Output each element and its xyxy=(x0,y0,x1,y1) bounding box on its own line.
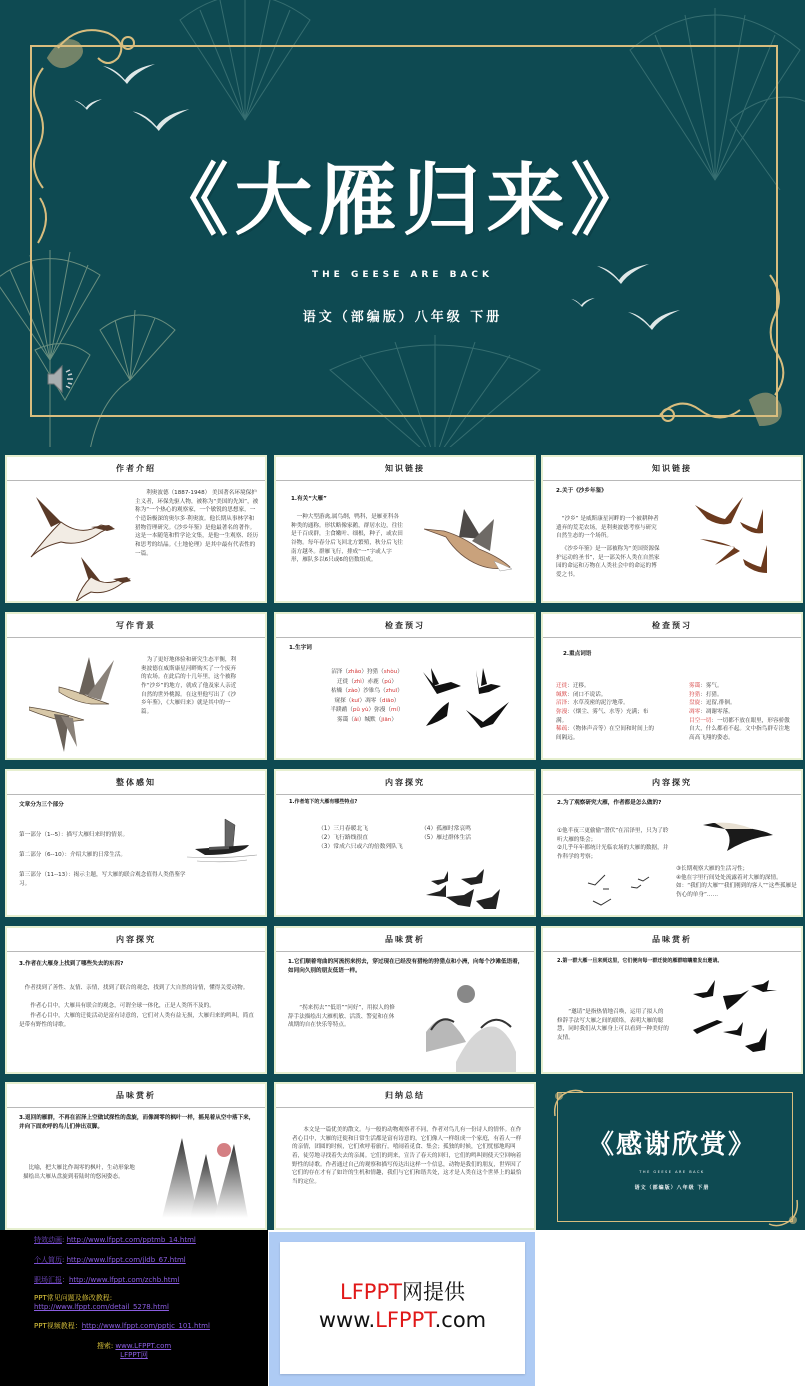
author-bio-text: 利奥波德（1887-1948） 美国著名环境保护主义者，环保先驱人物，被称为“美国的先知”，被称为“一个热心的观察家，一个敏锐的思想家，一个造诣极深的奥尔多·利奥波。他长期从事林学和猎物管理研究。《沙乡年鉴》是他最著名的著作。这是一本随笔和哲学论文集，是他一生观察、经历和思考的结晶。《土地伦理》是其中最有代表性的一篇。 xyxy=(135,490,259,557)
appreciation-text: “拐来拐去”“低语”“问好”，用拟人的修辞手法描绘出大雁机敏、活泼、警觉和在休战期的自在快乐等特点。 xyxy=(288,1005,395,1029)
search-link[interactable]: www.LFPPT.com xyxy=(115,1342,172,1350)
term-item: 迁徙：迁移。 xyxy=(556,683,590,689)
feature-item: （2）飞行路线很直 xyxy=(318,834,369,841)
term-item: 稀疏：（物体声音等）在空间和时间上的间隔远。 xyxy=(556,726,654,741)
link-row xyxy=(34,1236,196,1245)
section-heading: 2.关于《沙乡年鉴》 xyxy=(556,488,607,494)
vocab-row: 沼泽（zhǎo）狩猎（shòu） xyxy=(331,669,403,675)
faq-link[interactable]: http://www.lfppt.com/detail_5278.html xyxy=(34,1303,169,1312)
subtitle-chinese: 语文（部编版）八年级 下册 xyxy=(634,1185,710,1191)
term-item: 狩猎：打猎。 xyxy=(689,691,723,698)
summary-text: 本文是一篇优美的散文。与一般的动物观察者不同，作者对鸟儿有一份诗人的情怀。在作者心目中，大雁的迁徙和日常生活都是富有诗意的，它们像人一样组成一个家庭，有着人一样的亲情，团圆的时候，它们欢呼着旅行，嘻闹着觅食、集会；孤独的时候，它们忧郁地呜叫着，徒劳地寻找着失去的亲属。它们的到来，宣告了春天的回归，它们的鸣叫则使天空回响着野性的诗歌。作者通过自己的观察和描写传达出这样一个信息，动物是我们的朋友，世界因了它们的存在才有了如许的生机和情趣，我们与它们和谐共处，这才是人类在这个世界上的最恰当的定位。 xyxy=(292,1127,522,1185)
video-row xyxy=(34,1322,210,1331)
brand-line-1: LFPPT网提供 xyxy=(340,1280,465,1304)
site-name-link[interactable]: LFPPT网 xyxy=(120,1351,148,1360)
separator: : xyxy=(62,1256,67,1264)
slide-content-explore-2[interactable] xyxy=(541,769,803,917)
section-heading: 1.有关“大雁” xyxy=(291,496,327,502)
goose-description-text: 一种大型游禽,属鸟纲，鸭科，是雁亚科各种类的通称。形状略像家鹅，群居水边，往往是千百成群，主食嫩叶、细根，种子，或农田谷物。每年春分后飞回北方繁殖，秋分后飞往南方越冬。群雁飞行，排成“一”字或人字形，雁队多以6只或6的倍数组成。 xyxy=(291,514,403,564)
search-label: 搜索: xyxy=(96,1342,116,1350)
geese-flock-image xyxy=(426,869,511,913)
slide-title: 写作背景 xyxy=(7,614,265,638)
video-link[interactable]: http://www.lfppt.com/pptjc_101.html xyxy=(81,1322,210,1330)
slide-title: 内容探究 xyxy=(543,771,801,795)
part-2: 第二部分（6--10）：介绍大雁的日常生活。 xyxy=(19,852,127,858)
slide-summary[interactable] xyxy=(274,1082,536,1230)
term-item: 雾霭：雾气。 xyxy=(689,683,723,689)
link-label: 个人简历 xyxy=(34,1256,62,1264)
ink-peaks-image xyxy=(162,1138,252,1218)
ornament-corner-icon xyxy=(640,265,800,435)
vocab-list xyxy=(312,668,422,725)
brand-card[interactable] xyxy=(280,1242,525,1374)
slide-title: 归纳总结 xyxy=(276,1084,534,1108)
search-row xyxy=(0,1342,268,1360)
slide-preview-vocab[interactable] xyxy=(274,612,536,760)
feature-item: （1）三月春暖北飞 xyxy=(318,826,369,832)
term-item: 目空一切：一切都不放在眼里，形容骄傲自大，什么都看不起。文中指鸟群专注地高高飞翔的姿态。 xyxy=(689,717,790,741)
slide-author-intro[interactable] xyxy=(5,455,267,603)
section-heading: 3.作者在大雁身上找到了哪些失去的东西? xyxy=(19,961,124,967)
subtitle-english: THE GEESE ARE BACK xyxy=(312,270,493,280)
found-text-3: 作者心目中，大雁的迁徙活动是富有诗意的，它们对人类有益无损，大雁归来的鸣叫，简直是带有野性的诗歌。 xyxy=(19,1013,254,1028)
slide-title: 整体感知 xyxy=(7,771,265,795)
thanks-title: 《感谢欣赏》 xyxy=(587,1130,756,1160)
speaker-icon[interactable] xyxy=(46,362,76,396)
slide-title: 知识链接 xyxy=(276,457,534,481)
section-heading: 文章分为三个部分 xyxy=(19,802,64,808)
slide-appreciation-1[interactable] xyxy=(274,926,536,1074)
slide-content-explore-3[interactable] xyxy=(5,926,267,1074)
slide-knowledge-sand-county[interactable] xyxy=(541,455,803,603)
method-item: ②几乎年年都统计光临农场的大雁的数据，并作科学的考察； xyxy=(557,845,669,860)
slide-appreciation-2[interactable] xyxy=(541,926,803,1074)
slide-title: 检查预习 xyxy=(543,614,801,638)
section-heading: 1.作者笔下的大雁有哪些特点? xyxy=(289,799,358,805)
section-heading: 2.为了观察研究大雁，作者都是怎么做的? xyxy=(557,800,662,806)
terms-right xyxy=(689,682,791,743)
slide-preview-terms[interactable] xyxy=(541,612,803,760)
faq-label: PPT常见问题及修改教程: xyxy=(34,1294,113,1302)
link-label: 特效动画 xyxy=(34,1236,62,1244)
ad-panel xyxy=(0,1230,268,1386)
slide-content-explore-1[interactable] xyxy=(274,769,536,917)
sand-county-text-1: “沙乡” 是威斯康星河畔的一个被耕种者遗弃的荒芜农场，是利奥波德考察与研究自然生态的一个场所。 xyxy=(556,516,659,540)
feature-item: （3）常成六只或六的倍数列队飞 xyxy=(318,843,403,850)
features-left xyxy=(318,825,418,852)
found-text-1: 作者找到了善性、友情、亲情，找到了联合的观念，找到了大自然的诗情，懂得关爱动物。 xyxy=(24,985,249,991)
terms-left xyxy=(556,682,658,743)
method-item: ③长期观察大雁的生活习性； xyxy=(676,866,749,872)
slide-appreciation-3[interactable] xyxy=(5,1082,267,1230)
section-heading: 3.返回的雁群，不再在沼泽上空做试探性的盘旋，而像凋零的枫叶一样，摇晃着从空中落下来，并向下面欢呼的鸟儿们伸出双脚。 xyxy=(19,1115,255,1130)
term-item: 弥漫：（烟尘、雾气、水等）充满；布满。 xyxy=(556,708,649,724)
method-item: ①他半夜三更偷偷“潜伏”在沼泽里，只为了聆听大雁的集会； xyxy=(557,828,669,843)
link-row xyxy=(34,1256,186,1265)
slide-title: 内容探究 xyxy=(7,928,265,952)
main-title: 《大雁归来》 xyxy=(150,156,655,246)
resume-link[interactable]: http://www.lfppt.com/jldb_67.html xyxy=(66,1256,186,1264)
faq-row xyxy=(34,1294,169,1312)
video-label: PPT视频教程： xyxy=(34,1322,82,1330)
found-text-2: 作者心目中，大雁具有联合的观念，可谓全球一体化，正是人类所不及的。 xyxy=(30,1003,215,1009)
goose-image xyxy=(424,509,514,579)
part-1: 第一部分（1--5）：描写大雁归来时的情景。 xyxy=(19,832,129,838)
geese-image xyxy=(21,487,131,602)
slide-title: 作者介绍 xyxy=(7,457,265,481)
report-link[interactable]: http://www.lfppt.com/zchb.html xyxy=(69,1276,180,1284)
appreciation-text: “邀请”是指热情地召唤，运用了拟人的修辞手法写大雁之间的联络，表明大雁的聪慧，同时我们从大雁身上可以看到一种美好的友情。 xyxy=(557,1009,669,1041)
section-heading: 1.生字词 xyxy=(289,645,312,651)
brand-banner xyxy=(269,1232,535,1386)
part-3: 第三部分（11--13）：揭示主题，写大雁的联合观念值得人类借鉴学习。 xyxy=(19,872,186,887)
small-birds-image xyxy=(583,871,673,909)
term-item: 盘旋：逗留,徘徊。 xyxy=(689,700,736,707)
term-item: 凋零：凋谢零落。 xyxy=(689,708,734,715)
sand-county-text-2: 《沙乡年鉴》是一部被称为“美国资源保护运动的圣书”，是一部关怀人类在自然家园的命运和万物在人类社会中的命运的博爱之书。 xyxy=(556,546,660,578)
effects-link[interactable]: http://www.lfppt.com/pptmb_14.html xyxy=(66,1236,196,1244)
feature-item: （4）孤雁时常哀鸣 xyxy=(421,826,472,832)
slide-thanks[interactable] xyxy=(541,1082,803,1230)
vocab-row: 雾霭（ǎi）缄默（jiān） xyxy=(337,716,397,723)
bird-icon xyxy=(103,62,155,84)
slide-knowledge-goose[interactable] xyxy=(274,455,536,603)
geese-silhouettes-image xyxy=(693,980,781,1060)
slide-writing-background[interactable] xyxy=(5,612,267,760)
ornament-corner-icon xyxy=(763,1190,803,1230)
link-row xyxy=(34,1276,179,1285)
vocab-row: 窥探（kuī）凋零（diāo） xyxy=(334,697,400,704)
vocab-row: 枯燥（zào）沙锥鸟（zhuī） xyxy=(331,688,403,694)
geese-image xyxy=(29,652,124,752)
features-right xyxy=(421,825,511,843)
background-text: 为了更好地体验和研究生态平衡，利奥波德在威斯康星河畔购买了一个废弃的农场。在此后的十几年里，这个被称作“沙乡”的地方，就成了他及家人亲近自然的世外桃源。在这里他写出了《沙乡年鉴》，《大雁归来》就是其中的一篇。 xyxy=(141,657,237,715)
link-label: 职场汇报 xyxy=(34,1276,62,1284)
methods-left xyxy=(557,827,669,862)
ink-mountains-image xyxy=(426,982,516,1072)
subtitle-english: THE GEESE ARE BACK xyxy=(639,1170,705,1174)
bird-icon xyxy=(132,107,190,131)
slide-title: 知识链接 xyxy=(543,457,801,481)
slide-overall-perception[interactable] xyxy=(5,769,267,917)
slide-title: 检查预习 xyxy=(276,614,534,638)
slide-title: 品味赏析 xyxy=(543,928,801,952)
goose-gliding-image xyxy=(703,821,775,855)
subtitle-chinese: 语文（部编版）八年级 下册 xyxy=(302,310,503,325)
term-item: 缄默：闭口不说话。 xyxy=(556,691,607,698)
slide-title: 内容探究 xyxy=(276,771,534,795)
separator: : xyxy=(62,1236,67,1244)
ornament-corner-icon xyxy=(549,1086,589,1126)
slide-title: 品味赏析 xyxy=(7,1084,265,1108)
title-slide[interactable] xyxy=(0,0,805,447)
separator: ： xyxy=(62,1276,69,1284)
methods-right xyxy=(676,865,798,900)
appreciation-text: 比喻，把大雁比作凋零的枫叶，生动形象地描绘出大雁从盘旋到着陆时的悠闲姿态。 xyxy=(23,1165,135,1180)
boat-image xyxy=(187,817,257,867)
goose-silhouettes-image xyxy=(421,666,511,732)
brand-line-2: www.LFPPT.com xyxy=(318,1308,487,1332)
method-item: ④他在字里行间处处流露着对大雁的深情。如：“我们的大雁”“我们刚到的客人”“这些孤雁是伤心的单身”…… xyxy=(676,874,797,898)
vocab-row: 半蹼鹬（pǔ yù）弥漫（mí） xyxy=(330,707,404,713)
bird-icon xyxy=(74,98,102,110)
vocab-row: 迁徙（zhì）赤鹿（pú） xyxy=(337,678,397,685)
feature-item: （5）雁过群体生活 xyxy=(421,834,472,841)
section-heading: 2.第一群大雁一旦来到这里，它们便向每一群迁徙的雁群喧嚷着发出邀请。 xyxy=(557,958,723,964)
section-heading: 1.它们顺着弯曲的河流拐来拐去，穿过现在已经没有猎枪的狩猎点和小洲，向每个沙滩低语着，如同向久别的朋友低语一样。 xyxy=(288,959,524,974)
slide-title: 品味赏析 xyxy=(276,928,534,952)
section-heading: 2.重点词语 xyxy=(563,651,592,657)
geese-image xyxy=(695,497,777,577)
term-item: 沼泽：水草茂密的泥泞地带。 xyxy=(556,700,629,707)
